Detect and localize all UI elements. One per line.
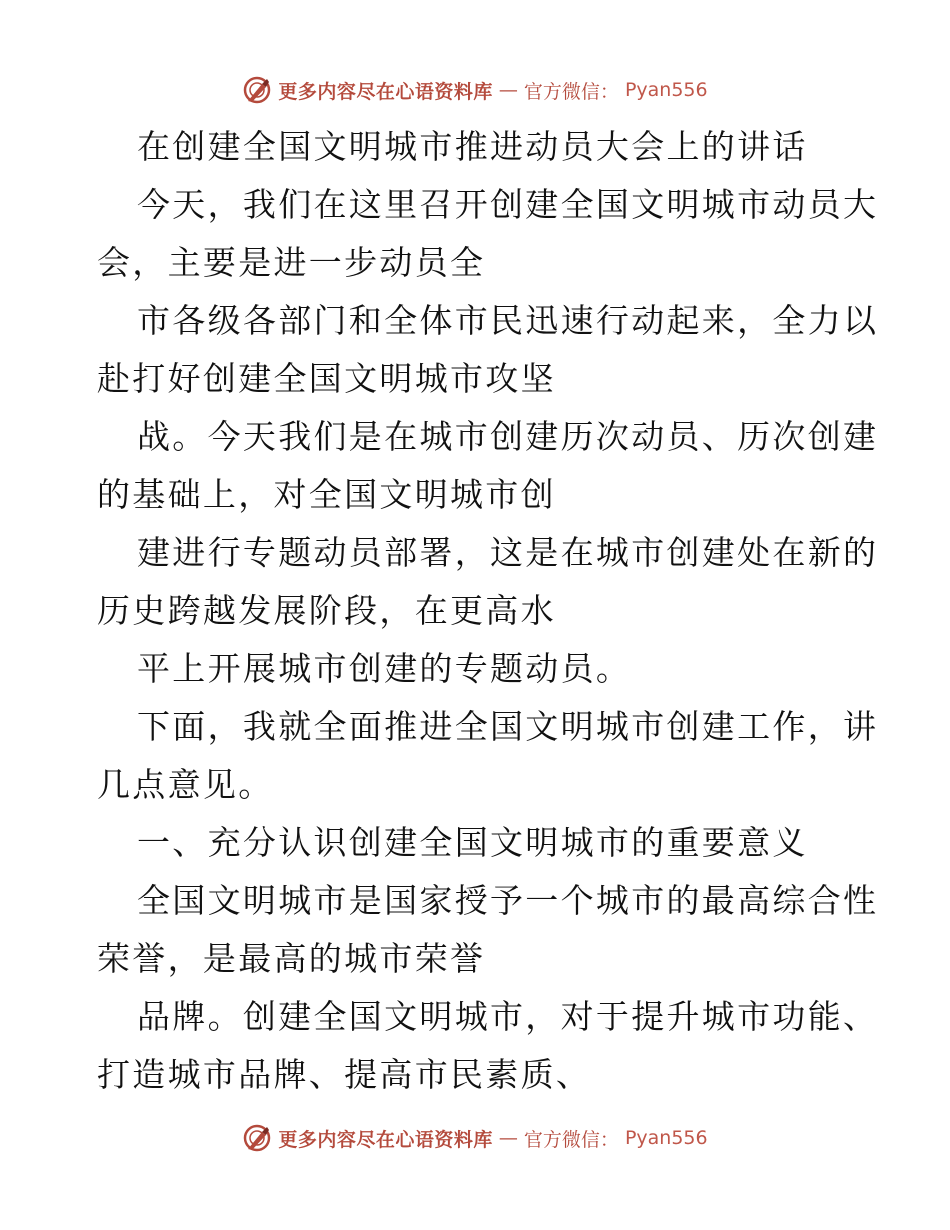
text-line: 下面，我就全面推进全国文明城市创建工作，讲: [137, 707, 879, 746]
pen-nib-logo-icon: [242, 1123, 272, 1153]
banner-main-text: 更多内容尽在心语资料库: [278, 80, 493, 103]
text-line: 全国文明城市是国家授予一个城市的最高综合性: [137, 881, 879, 920]
text-line: 市各级各部门和全体市民迅速行动起来，全力以: [137, 301, 879, 340]
text-line: 战。今天我们是在城市创建历次动员、历次创建: [137, 417, 879, 456]
banner-separator: —: [498, 1127, 518, 1149]
pen-nib-logo-icon: [242, 75, 272, 105]
banner-wechat-label: 官方微信：: [523, 1128, 619, 1151]
text-line: 几点意见。: [97, 765, 274, 804]
document-body: [97, 118, 879, 1104]
text-line: 品牌。创建全国文明城市，对于提升城市功能、: [137, 997, 879, 1036]
header-watermark-banner: [0, 70, 950, 110]
text-line: 建进行专题动员部署，这是在城市创建处在新的: [137, 533, 879, 572]
text-line: 的基础上，对全国文明城市创: [97, 475, 556, 514]
text-line: 平上开展城市创建的专题动员。: [137, 649, 632, 688]
banner-main-text: 更多内容尽在心语资料库: [278, 1128, 493, 1151]
text-line: 今天，我们在这里召开创建全国文明城市动员大: [137, 185, 879, 224]
banner-separator: —: [498, 79, 518, 101]
text-line: 历史跨越发展阶段，在更高水: [97, 591, 556, 630]
footer-watermark-banner: [0, 1118, 950, 1158]
text-line: 赴打好创建全国文明城市攻坚: [97, 359, 556, 398]
text-line: 荣誉，是最高的城市荣誉: [97, 939, 486, 978]
banner-wechat-id: Pyan556: [624, 1127, 708, 1149]
text-line: 打造城市品牌、提高市民素质、: [97, 1055, 592, 1094]
banner-wechat-id: Pyan556: [624, 79, 708, 101]
banner-wechat-label: 官方微信：: [523, 80, 619, 103]
text-line: 在创建全国文明城市推进动员大会上的讲话: [137, 127, 808, 166]
text-line: 会，主要是进一步动员全: [97, 243, 486, 282]
text-line: 一、充分认识创建全国文明城市的重要意义: [137, 823, 808, 862]
